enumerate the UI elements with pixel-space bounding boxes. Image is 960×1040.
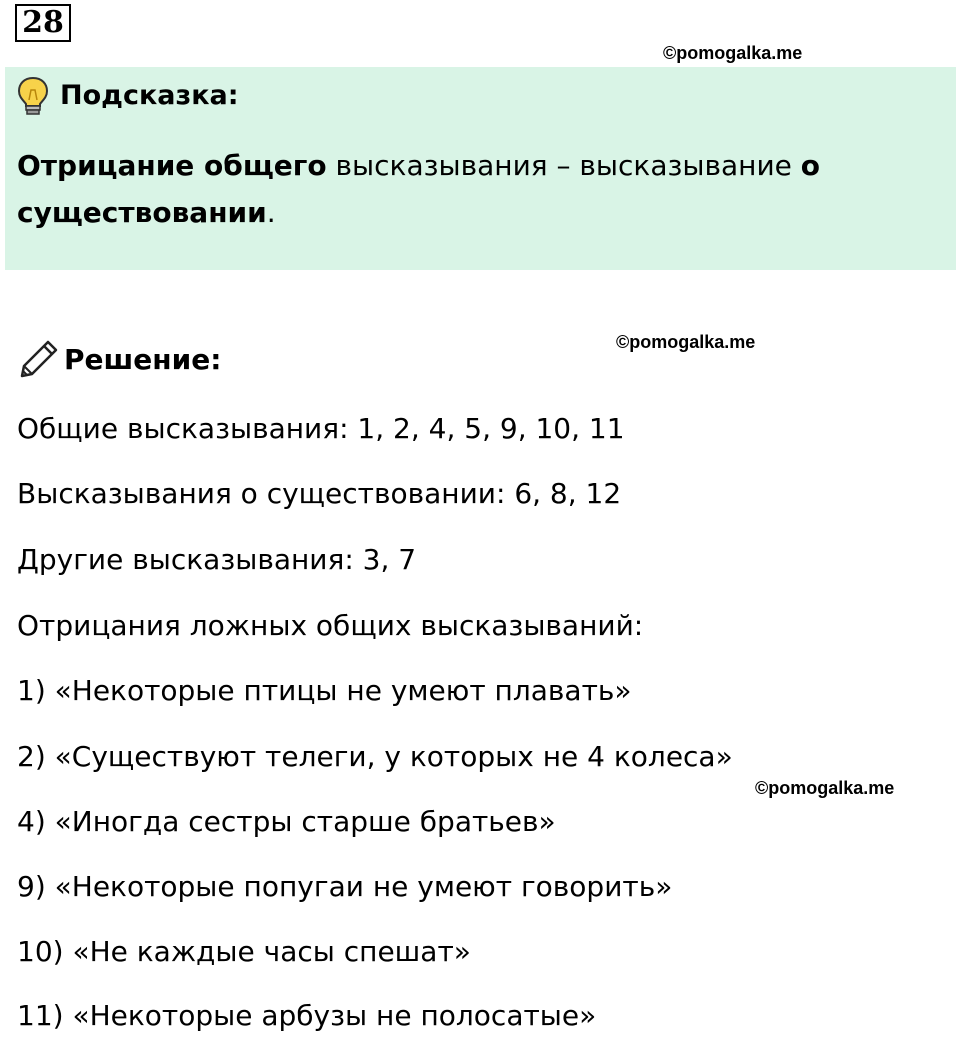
lightbulb-icon bbox=[16, 76, 50, 116]
pencil-icon bbox=[18, 338, 60, 380]
hint-bold-2: о существовании bbox=[17, 149, 821, 229]
solution-title: Решение: bbox=[64, 343, 222, 376]
problem-number: 28 bbox=[15, 4, 71, 42]
hint-normal-2: . bbox=[266, 196, 276, 229]
hint-text bbox=[17, 142, 917, 236]
hint-normal-1: высказывания – высказывание bbox=[326, 149, 801, 182]
solution-line: Общие высказывания: 1, 2, 4, 5, 9, 10, 11 bbox=[17, 412, 625, 445]
solution-line: 2) «Существуют телеги, у которых не 4 колеса» bbox=[17, 740, 733, 773]
watermark: ©pomogalka.me bbox=[616, 332, 756, 352]
solution-line: 1) «Некоторые птицы не умеют плавать» bbox=[17, 674, 632, 707]
solution-line: Высказывания о существовании: 6, 8, 12 bbox=[17, 477, 622, 510]
solution-line: Другие высказывания: 3, 7 bbox=[17, 543, 417, 576]
hint-bold-1: Отрицание общего bbox=[17, 149, 327, 182]
solution-line: 11) «Некоторые арбузы не полосатые» bbox=[17, 999, 597, 1032]
solution-line: 10) «Не каждые часы спешат» bbox=[17, 935, 471, 968]
hint-title: Подсказка: bbox=[60, 80, 239, 111]
watermark: ©pomogalka.me bbox=[755, 778, 895, 798]
solution-line: 4) «Иногда сестры старше братьев» bbox=[17, 805, 556, 838]
solution-line: Отрицания ложных общих высказываний: bbox=[17, 609, 644, 642]
solution-line: 9) «Некоторые попугаи не умеют говорить» bbox=[17, 870, 673, 903]
watermark: ©pomogalka.me bbox=[663, 43, 803, 63]
